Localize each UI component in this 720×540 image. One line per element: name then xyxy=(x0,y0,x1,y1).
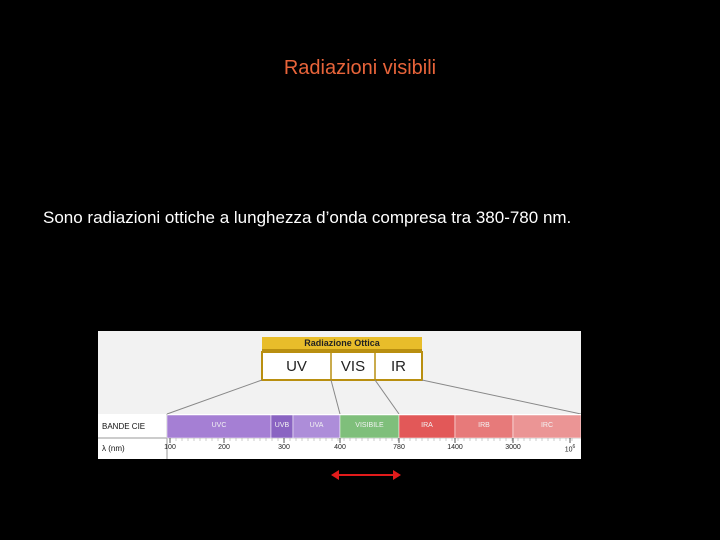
group-label-uv: UV xyxy=(286,358,307,375)
group-label-ir: IR xyxy=(391,358,406,375)
diagram-graphics xyxy=(98,331,581,459)
row-label-lambda: λ (nm) xyxy=(102,444,125,453)
tick-label: 780 xyxy=(393,444,405,451)
tick-label: 3000 xyxy=(505,444,521,451)
band-label-uva: UVA xyxy=(309,422,324,429)
row-label-bands: BANDE CIE xyxy=(102,422,146,431)
slide-body-text: Sono radiazioni ottiche a lunghezza d’onda compresa tra 380-780 nm. xyxy=(43,208,572,227)
band-label-visibile: VISIBILE xyxy=(355,422,384,429)
projection-line-uv-left xyxy=(167,380,262,414)
visible-range-arrow xyxy=(331,468,401,482)
band-label-ira: IRA xyxy=(421,422,433,429)
projection-line-ir-left xyxy=(375,380,399,414)
tick-label: 1400 xyxy=(447,444,463,451)
tick-superscript: 6 xyxy=(572,444,576,450)
slide-title: Radiazioni visibili xyxy=(283,57,437,79)
tick-label: $10^6$ xyxy=(564,444,576,454)
tick-label: 300 xyxy=(278,444,290,451)
band-label-uvc: UVC xyxy=(211,422,227,429)
band-label-uvb: UVB xyxy=(274,422,290,429)
tick-label: 400 xyxy=(334,444,346,451)
header-label: Radiazione Ottica xyxy=(304,338,380,348)
band-label-irc: IRC xyxy=(540,422,554,429)
projection-line-ir-right xyxy=(422,380,581,414)
projection-line-uv-right xyxy=(331,380,340,414)
band-label-irb: IRB xyxy=(478,422,490,429)
optical-radiation-diagram xyxy=(98,331,581,459)
group-label-vis: VIS xyxy=(340,358,366,375)
tick-label: 200 xyxy=(218,444,230,451)
tick-label: 100 xyxy=(164,444,176,451)
